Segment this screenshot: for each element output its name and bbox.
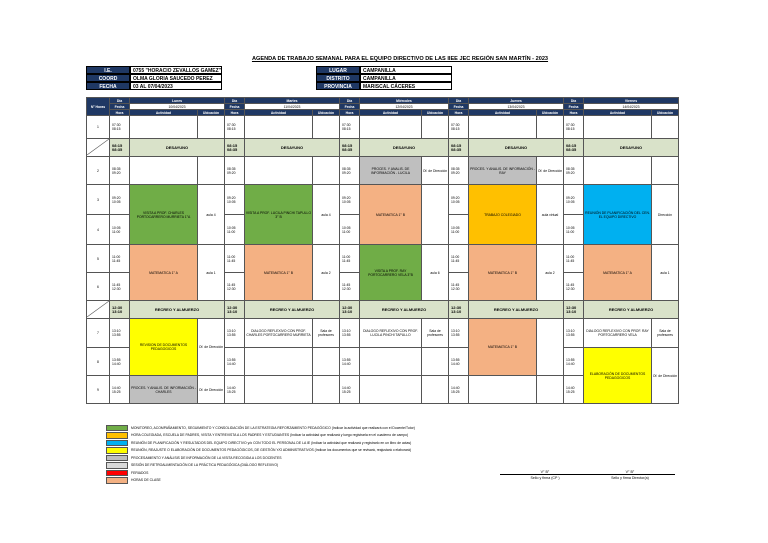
date-tuesday: 11/04/2023 (245, 104, 340, 110)
legend-text: MONITOREO, ACOMPAÑAMIENTO, SEGUIMIENTO Y CONSOLIDACIÓN DE LA ESTRATEGIA REFORZAMIENTO PEDAGÓGICO (Indicar la actividad que realizará con el Docente/Tutor) (131, 425, 415, 430)
breakfast-cell: DESAYUNO (469, 139, 564, 157)
location-cell (198, 116, 225, 139)
legend-swatch (106, 462, 128, 469)
activity-cell: PROCES. Y ANALIS. DE INFORMACIÓN - LUCILA (360, 157, 422, 185)
breakfast-cell: DESAYUNO (245, 139, 340, 157)
location-cell: Sala de profesores (313, 319, 340, 348)
time-cell: 11:00 11:45 (564, 245, 584, 273)
signature-director (585, 470, 675, 480)
legend-swatch (106, 432, 128, 439)
location-cell: Of. de Dirección (198, 319, 225, 376)
activity-cell: DIALOGO REFLEXIVO CON PROF. CHARLES PORTOCARRERO MURRIETA (245, 319, 313, 348)
time-cell: 09:20 10:05 (225, 185, 245, 215)
dia-label: Día (340, 98, 360, 104)
legend-item (106, 432, 415, 440)
dia-label: Día (110, 98, 130, 104)
ubicacion-header: Ubicación (537, 110, 564, 116)
activity-cell: PROCES. Y ANALIS. DE INFORMACIÓN - CHARLES (130, 376, 198, 404)
recess-cell: RECREO Y ALMUERZO (130, 301, 225, 319)
legend (106, 424, 415, 484)
fecha-label: Fecha (225, 104, 245, 110)
row-number: 7 (87, 319, 110, 348)
activity-cell (469, 116, 537, 139)
fecha-label: Fecha (110, 104, 130, 110)
activity-cell: VISITA A PROF. LUCILA PINCHI TAPULLO 3° B (245, 185, 313, 245)
activity-cell (130, 116, 198, 139)
time-cell: 12:30 13:10 (110, 301, 130, 319)
hora-col-header: Hora (340, 110, 360, 116)
activity-cell (584, 157, 652, 185)
time-cell: 10:05 11:00 (340, 215, 360, 245)
row-number: 1 (87, 116, 110, 139)
fecha-label: FECHA (86, 82, 130, 90)
legend-swatch (106, 477, 128, 484)
time-cell: 13:55 14:40 (449, 348, 469, 376)
time-cell: 13:55 14:40 (110, 348, 130, 376)
time-cell: 07:30 08:15 (340, 116, 360, 139)
legend-swatch (106, 470, 128, 477)
time-cell: 12:30 13:10 (564, 301, 584, 319)
activity-cell: MATEMATICA 1° A (130, 245, 198, 301)
activity-cell (584, 116, 652, 139)
time-cell: 11:45 12:30 (225, 273, 245, 301)
ubicacion-header: Ubicación (198, 110, 225, 116)
breakfast-cell: DESAYUNO (360, 139, 449, 157)
activity-cell (469, 376, 537, 404)
activity-cell: MATEMATICA 1° A (584, 245, 652, 301)
day-tuesday: Martes (245, 98, 340, 104)
time-cell: 10:05 11:00 (564, 215, 584, 245)
activity-cell (245, 116, 313, 139)
day-wednesday: Miércoles (360, 98, 449, 104)
activity-cell: VISITA A PROF. RAY PORTOCARRERO VELA 3°B (360, 245, 422, 301)
time-cell: 14:40 15:25 (449, 376, 469, 404)
location-cell (313, 376, 340, 404)
activity-cell: DIALOGO REFLEXIVO CON PROF. LUCILA PINCHI TAPULLO (360, 319, 422, 348)
legend-swatch (106, 447, 128, 454)
row-number: 8 (87, 348, 110, 376)
lugar-label: LUGAR (316, 66, 360, 74)
break-slash (87, 301, 110, 319)
date-friday: 14/04/2023 (584, 104, 679, 110)
activity-cell: VISITA A PROF. CHARLES PORTOCARRERO MURRIETA 1°A (130, 185, 198, 245)
page-title: AGENDA DE TRABAJO SEMANAL PARA EL EQUIPO DIRECTIVO DE LAS IIEE JEC REGIÓN SAN MARTÍN - 2023 (251, 56, 549, 62)
location-cell: Dirección (652, 185, 679, 245)
time-cell: 08:15 08:35 (110, 139, 130, 157)
actividad-header: Actividad (130, 110, 198, 116)
actividad-header: Actividad (360, 110, 422, 116)
time-cell: 09:20 10:05 (340, 185, 360, 215)
day-monday: Lunes (130, 98, 225, 104)
weekly-agenda-table (86, 97, 679, 404)
location-cell (422, 185, 449, 245)
location-cell: aula 2 (537, 245, 564, 301)
ubicacion-header: Ubicación (313, 110, 340, 116)
activity-cell: PROCES. Y ANALIS. DE INFORMACIÓN - RAY (469, 157, 537, 185)
time-cell: 07:30 08:15 (564, 116, 584, 139)
recess-cell: RECREO Y ALMUERZO (469, 301, 564, 319)
time-cell: 10:05 11:00 (110, 215, 130, 245)
activity-cell: TRABAJO COLEGIADO (469, 185, 537, 245)
dia-label: Día (225, 98, 245, 104)
signature-vb: V° B° (625, 470, 635, 474)
legend-item (106, 447, 415, 455)
activity-cell (360, 376, 422, 404)
breakfast-cell: DESAYUNO (584, 139, 679, 157)
location-cell: Of. de Dirección (422, 157, 449, 185)
location-cell (198, 157, 225, 185)
actividad-header: Actividad (245, 110, 313, 116)
time-cell: 11:00 11:45 (225, 245, 245, 273)
time-cell: 11:45 12:30 (564, 273, 584, 301)
time-cell: 14:40 15:25 (340, 376, 360, 404)
provincia-label: PROVINCIA (316, 82, 360, 90)
location-cell: aula virtual (537, 185, 564, 245)
legend-item (106, 462, 415, 470)
signature-label: Sello y firma Director(a) (611, 476, 649, 480)
location-cell (537, 116, 564, 139)
location-cell (422, 348, 449, 376)
actividad-header: Actividad (584, 110, 652, 116)
ubicacion-header: Ubicación (652, 110, 679, 116)
legend-text: HORAS DE CLASE (131, 478, 161, 483)
row-number: 9 (87, 376, 110, 404)
hora-col-header: Hora (110, 110, 130, 116)
row-number: 2 (87, 157, 110, 185)
time-cell: 11:00 11:45 (110, 245, 130, 273)
provincia-value: MARISCAL CÁCERES (360, 82, 452, 90)
location-cell (422, 376, 449, 404)
location-cell (422, 116, 449, 139)
activity-cell (245, 348, 313, 376)
time-cell: 09:20 10:05 (564, 185, 584, 215)
row-number: 6 (87, 273, 110, 301)
time-cell: 08:35 09:20 (340, 157, 360, 185)
time-cell: 07:30 08:15 (449, 116, 469, 139)
time-cell: 14:40 15:25 (564, 376, 584, 404)
signature-line (585, 474, 675, 475)
legend-text: FERIADOS (131, 470, 149, 475)
row-number: 5 (87, 245, 110, 273)
time-cell: 11:45 12:30 (340, 273, 360, 301)
location-cell: aula 2 (313, 245, 340, 301)
time-cell: 09:20 10:05 (110, 185, 130, 215)
time-cell: 13:10 13:55 (225, 319, 245, 348)
hora-col-header: Hora (449, 110, 469, 116)
hora-col-header: Hora (225, 110, 245, 116)
time-cell: 08:35 09:20 (564, 157, 584, 185)
lugar-value: CAMPANILLA (360, 66, 452, 74)
location-cell (313, 348, 340, 376)
time-cell: 07:30 08:15 (225, 116, 245, 139)
day-thursday: Jueves (469, 98, 564, 104)
activity-cell: REUNIÓN DE PLANIFICACIÓN DEL CEN. EL EQUIPO DIRECTIVO (584, 185, 652, 245)
coord-label: COORD (86, 74, 130, 82)
activity-cell: ELABORACIÓN DE DOCUMENTOS PEDAGOGICOS (584, 348, 652, 404)
legend-swatch (106, 455, 128, 462)
time-cell: 11:00 11:45 (340, 245, 360, 273)
legend-text: SESIÓN DE RETROALIMENTACIÓN DE LA PRÁCTICA PEDAGÓGICA (DIÁLOGO REFLEXIVO) (131, 463, 279, 468)
location-cell (652, 157, 679, 185)
signature-line (500, 474, 590, 475)
day-friday: Viernes (584, 98, 679, 104)
location-cell: Sala de profesores (422, 319, 449, 348)
legend-text: REUNIÓN DE PLANIFICACIÓN Y RESULTADOS DEL EQUIPO DIRECTIVO y/o CON TODO EL PERSONAL DE LA IE (Indicar la actividad que realizará y registrarlo en un libro de actas) (131, 440, 412, 445)
breakfast-cell: DESAYUNO (130, 139, 225, 157)
distrito-label: DISTRITO (316, 74, 360, 82)
activity-cell (360, 348, 422, 376)
row-number: 3 (87, 185, 110, 215)
legend-item (106, 439, 415, 447)
time-cell: 14:40 15:25 (225, 376, 245, 404)
time-cell: 13:10 13:55 (110, 319, 130, 348)
activity-cell: MATEMATICA 1° B (360, 185, 422, 245)
time-cell: 12:30 13:10 (449, 301, 469, 319)
fecha-label: Fecha (564, 104, 584, 110)
actividad-header: Actividad (469, 110, 537, 116)
location-cell: aula 4 (198, 185, 225, 245)
time-cell: 14:40 15:25 (110, 376, 130, 404)
location-cell: Sala de profesores (652, 319, 679, 348)
location-cell (537, 376, 564, 404)
hora-col-header: Hora (564, 110, 584, 116)
activity-cell: MATEMATICA 1° B (469, 319, 537, 376)
date-wednesday: 12/04/2023 (360, 104, 449, 110)
time-cell: 07:30 08:15 (110, 116, 130, 139)
time-cell: 10:05 11:00 (225, 215, 245, 245)
legend-item (106, 469, 415, 477)
time-cell: 13:55 14:40 (564, 348, 584, 376)
dia-label: Día (564, 98, 584, 104)
activity-cell: MATEMATICA 1° B (245, 245, 313, 301)
horas-header: N° Horas (87, 98, 110, 116)
signature-label: Sello y firma (CP ) (530, 476, 560, 480)
time-cell: 10:05 11:00 (449, 215, 469, 245)
location-cell (537, 319, 564, 376)
time-cell: 08:15 08:35 (564, 139, 584, 157)
time-cell: 12:30 13:10 (340, 301, 360, 319)
legend-item (106, 424, 415, 432)
location-cell: Of. de Dirección (652, 348, 679, 404)
row-number: 4 (87, 215, 110, 245)
ie-value: 0755 "HORACIO ZEVALLOS GAMEZ" (130, 66, 222, 74)
time-cell: 13:55 14:40 (225, 348, 245, 376)
time-cell: 08:15 08:35 (449, 139, 469, 157)
time-cell: 13:10 13:55 (340, 319, 360, 348)
fecha-label: Fecha (340, 104, 360, 110)
time-cell: 12:30 13:10 (225, 301, 245, 319)
fecha-label: Fecha (449, 104, 469, 110)
activity-cell (245, 376, 313, 404)
legend-item (106, 454, 415, 462)
time-cell: 08:35 09:20 (110, 157, 130, 185)
time-cell: 11:45 12:30 (449, 273, 469, 301)
activity-cell (130, 157, 198, 185)
activity-cell (360, 116, 422, 139)
legend-item (106, 477, 415, 485)
legend-text: REUNIÓN, REAJUSTE O ELABORACIÓN DE DOCUMENTOS PEDAGÓGICOS, DE GESTIÓN Y/O ADMINISTRATIVOS (Indicar los documentos que se revisará, reajustará o elaborará) (131, 448, 411, 453)
recess-cell: RECREO Y ALMUERZO (584, 301, 679, 319)
time-cell: 08:15 08:35 (225, 139, 245, 157)
coord-value: OLMA GLORIA SAUCEDO PEREZ (130, 74, 222, 82)
location-cell (313, 157, 340, 185)
distrito-value: CAMPANILLA (360, 74, 452, 82)
time-cell: 11:45 12:30 (110, 273, 130, 301)
location-cell: Of. de Dirección (537, 157, 564, 185)
legend-text: HORA COLEGIADA, ESCUELA DE PADRES, VISITA Y ENTREVISTA A LOS PADRES Y ESTUDIANTES (Indicar la actividad que realizará y luego registrarla en el cuaderno de campo) (131, 433, 409, 438)
location-cell: Of. de Dirección (198, 376, 225, 404)
legend-swatch (106, 440, 128, 447)
location-cell: aula 6 (422, 245, 449, 301)
recess-cell: RECREO Y ALMUERZO (245, 301, 340, 319)
recess-cell: RECREO Y ALMUERZO (360, 301, 449, 319)
time-cell: 08:35 09:20 (225, 157, 245, 185)
legend-swatch (106, 425, 128, 432)
time-cell: 11:00 11:45 (449, 245, 469, 273)
activity-cell: DIALOGO REFLEXIVO CON PROF. RAY PORTOCARRERO VELA (584, 319, 652, 348)
date-thursday: 13/04/2023 (469, 104, 564, 110)
time-cell: 09:20 10:05 (449, 185, 469, 215)
location-cell (313, 116, 340, 139)
signature-cp (500, 470, 590, 480)
time-cell: 08:35 09:20 (449, 157, 469, 185)
location-cell: aula 4 (313, 185, 340, 245)
activity-cell (245, 157, 313, 185)
activity-cell: REVISION DE DOCUMENTOS PEDAGOGICOS (130, 319, 198, 376)
time-cell: 13:10 13:55 (449, 319, 469, 348)
location-cell: aula 1 (652, 245, 679, 301)
legend-text: PROCESAMIENTO Y ANÁLISIS DE INFORMACIÓN DE LA VISITA RECOGIDA A LOS DOCENTES (131, 455, 282, 460)
date-monday: 10/04/2023 (130, 104, 225, 110)
signature-vb: V° B° (540, 470, 550, 474)
time-cell: 13:10 13:55 (564, 319, 584, 348)
time-cell: 08:15 08:35 (340, 139, 360, 157)
ie-label: I.E. (86, 66, 130, 74)
time-cell: 13:55 14:40 (340, 348, 360, 376)
fecha-value: 03 AL 07/04/2023 (130, 82, 222, 90)
break-slash (87, 139, 110, 157)
location-cell (652, 116, 679, 139)
location-cell: aula 1 (198, 245, 225, 301)
dia-label: Día (449, 98, 469, 104)
diagonal-line-icon (87, 301, 109, 317)
ubicacion-header: Ubicación (422, 110, 449, 116)
diagonal-line-icon (87, 139, 109, 155)
activity-cell: MATEMATICA 1° B (469, 245, 537, 301)
